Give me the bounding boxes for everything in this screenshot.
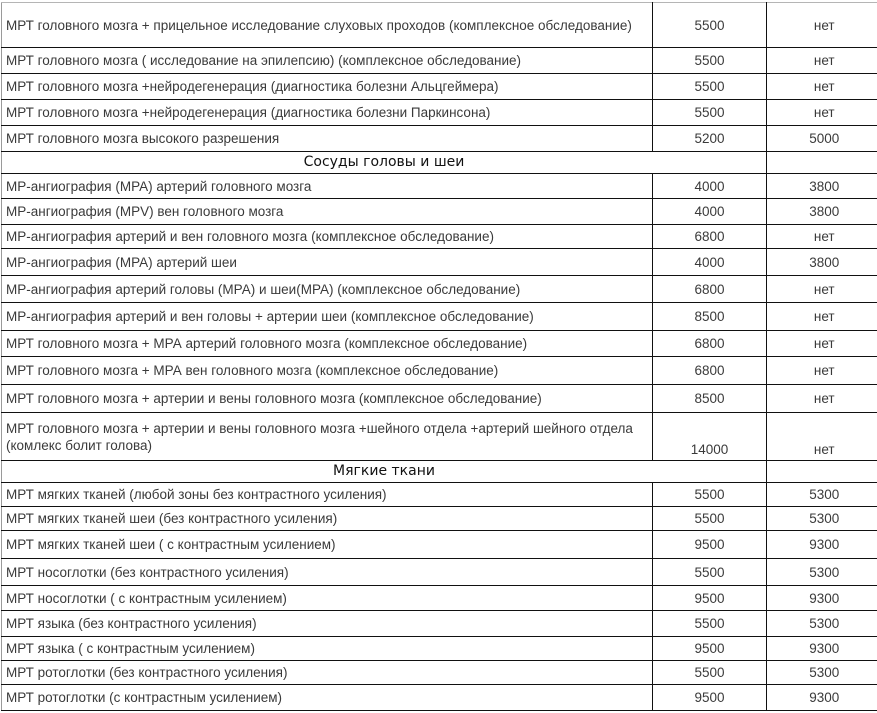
table-row (2, 661, 877, 685)
table-row (2, 331, 877, 357)
discount-price-cell: 9300 (767, 531, 877, 559)
price-cell: 5500 (653, 611, 767, 637)
table-row (2, 637, 877, 661)
price-cell: 5500 (653, 483, 767, 507)
price-cell: 6800 (653, 331, 767, 357)
price-cell: 5500 (653, 74, 767, 100)
service-name-cell: МРТ языка (без контрастного усиления) (2, 611, 653, 637)
table-row (2, 611, 877, 637)
discount-price-cell: нет (767, 48, 877, 74)
price-cell: 6800 (653, 276, 767, 303)
service-name-cell: МРТ мягких тканей (любой зоны без контрастного усиления) (2, 483, 653, 507)
service-name-cell: МРТ головного мозга + артерии и вены головного мозга (комплексное обследование) (2, 385, 653, 413)
discount-price-cell: 3800 (767, 249, 877, 276)
discount-price-cell: нет (767, 303, 877, 331)
discount-price-cell: 5300 (767, 559, 877, 586)
price-cell: 5500 (653, 48, 767, 74)
price-cell: 5500 (653, 661, 767, 685)
service-name-cell: МР-ангиография артерий и вен головного мозга (комплексное обследование) (2, 225, 653, 249)
service-name-cell: МР-ангиография (МРА) артерий шеи (2, 249, 653, 276)
table-row (2, 276, 877, 303)
section-header-row (2, 461, 877, 483)
discount-price-cell: нет (767, 74, 877, 100)
price-cell: 9500 (653, 586, 767, 611)
discount-price-cell: 5000 (767, 126, 877, 152)
service-name-cell: МРТ носоглотки (без контрастного усиления) (2, 559, 653, 586)
section-empty-cell (767, 152, 877, 174)
section-title: Сосуды головы и шеи (2, 152, 767, 174)
service-name-cell: МРТ головного мозга +нейродегенерация (диагностика болезни Паркинсона) (2, 100, 653, 126)
price-cell: 8500 (653, 385, 767, 413)
table-row (2, 126, 877, 152)
price-cell: 8500 (653, 303, 767, 331)
discount-price-cell: нет (767, 3, 877, 48)
discount-price-cell: нет (767, 225, 877, 249)
service-name-cell: МР-ангиография (MPV) вен головного мозга (2, 199, 653, 225)
service-name-cell: МРТ головного мозга + артерии и вены головного мозга +шейного отдела +артерий шейного отдела (комлекс болит голова) (2, 413, 653, 461)
discount-price-cell: 9300 (767, 637, 877, 661)
price-cell: 14000 (653, 413, 767, 461)
price-cell: 6800 (653, 225, 767, 249)
service-name-cell: МРТ носоглотки ( с контрастным усилением) (2, 586, 653, 611)
table-row (2, 685, 877, 711)
discount-price-cell: нет (767, 276, 877, 303)
discount-price-cell: нет (767, 413, 877, 461)
price-cell: 5500 (653, 100, 767, 126)
table-row (2, 303, 877, 331)
service-name-cell: МРТ мягких тканей шеи (без контрастного усиления) (2, 507, 653, 531)
table-row (2, 357, 877, 385)
service-name-cell: МРТ головного мозга + прицельное исследование слуховых проходов (комплексное обследование) (2, 3, 653, 48)
discount-price-cell: нет (767, 100, 877, 126)
price-cell: 4000 (653, 174, 767, 199)
price-table-body (2, 3, 877, 711)
table-row (2, 586, 877, 611)
discount-price-cell: 9300 (767, 586, 877, 611)
table-row (2, 385, 877, 413)
price-cell: 5500 (653, 3, 767, 48)
price-cell: 5500 (653, 559, 767, 586)
service-name-cell: МР-ангиография (МРА) артерий головного мозга (2, 174, 653, 199)
service-name-cell: МРТ языка ( с контрастным усилением) (2, 637, 653, 661)
service-name-cell: МРТ головного мозга +нейродегенерация (диагностика болезни Альцгеймера) (2, 74, 653, 100)
table-row (2, 483, 877, 507)
table-row (2, 413, 877, 461)
price-cell: 4000 (653, 199, 767, 225)
discount-price-cell: нет (767, 385, 877, 413)
discount-price-cell: нет (767, 331, 877, 357)
service-name-cell: МР-ангиография артерий и вен головы + артерии шеи (комплексное обследование) (2, 303, 653, 331)
discount-price-cell: 9300 (767, 685, 877, 711)
discount-price-cell: 3800 (767, 174, 877, 199)
service-name-cell: МРТ ротоглотки (с контрастным усилением) (2, 685, 653, 711)
price-cell: 9500 (653, 637, 767, 661)
discount-price-cell: 5300 (767, 661, 877, 685)
service-name-cell: МР-ангиография артерий головы (МРА) и шеи(МРА) (комплексное обследование) (2, 276, 653, 303)
section-empty-cell (767, 461, 877, 483)
table-row (2, 225, 877, 249)
discount-price-cell: 3800 (767, 199, 877, 225)
service-name-cell: МРТ головного мозга + МРА вен головного мозга (комплексное обследование) (2, 357, 653, 385)
section-title: Мягкие ткани (2, 461, 767, 483)
table-row (2, 174, 877, 199)
price-cell: 9500 (653, 531, 767, 559)
service-name-cell: МРТ головного мозга + МРА артерий головного мозга (комплексное обследование) (2, 331, 653, 357)
discount-price-cell: 5300 (767, 507, 877, 531)
discount-price-cell: 5300 (767, 611, 877, 637)
table-row (2, 249, 877, 276)
service-name-cell: МРТ ротоглотки (без контрастного усиления) (2, 661, 653, 685)
price-cell: 4000 (653, 249, 767, 276)
price-cell: 5500 (653, 507, 767, 531)
price-cell: 6800 (653, 357, 767, 385)
price-cell: 9500 (653, 685, 767, 711)
table-row (2, 531, 877, 559)
table-row (2, 559, 877, 586)
table-row (2, 199, 877, 225)
discount-price-cell: нет (767, 357, 877, 385)
discount-price-cell: 5300 (767, 483, 877, 507)
table-row (2, 48, 877, 74)
service-name-cell: МРТ мягких тканей шеи ( с контрастным усилением) (2, 531, 653, 559)
table-row (2, 74, 877, 100)
table-row (2, 100, 877, 126)
service-name-cell: МРТ головного мозга ( исследование на эпилепсию) (комплексное обследование) (2, 48, 653, 74)
table-row (2, 3, 877, 48)
price-table (1, 2, 877, 711)
table-row (2, 507, 877, 531)
section-header-row (2, 152, 877, 174)
price-cell: 5200 (653, 126, 767, 152)
service-name-cell: МРТ головного мозга высокого разрешения (2, 126, 653, 152)
